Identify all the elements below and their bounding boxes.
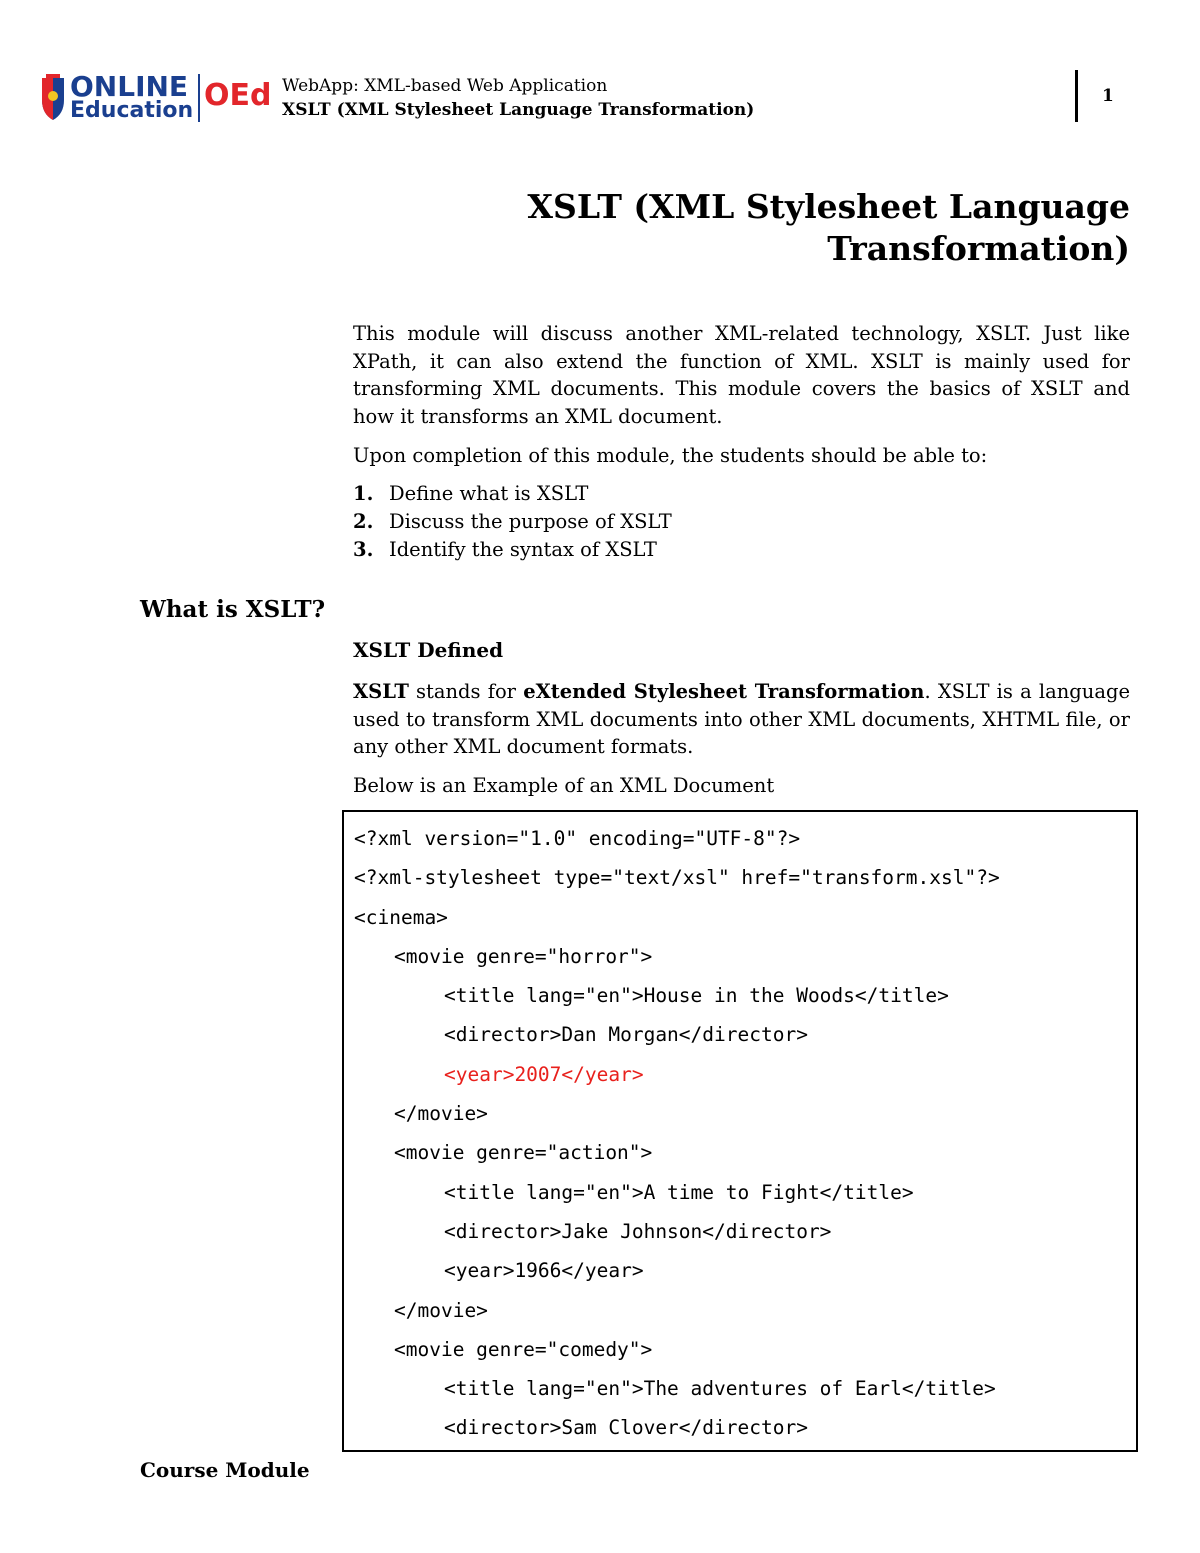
code-line: <director>Jake Johnson</director> (444, 1219, 832, 1243)
shield-crest-icon (38, 70, 68, 126)
completion-text: Upon completion of this module, the students should be able to: (353, 444, 988, 467)
code-line: <?xml version="1.0" encoding="UTF-8"?> (354, 827, 801, 850)
logo-education-text: Education (70, 98, 194, 123)
subsection-heading: XSLT Defined (353, 638, 504, 662)
definition-connector: stands for (408, 680, 524, 703)
objectives-list (353, 480, 672, 564)
logo-divider (198, 74, 200, 122)
code-line: <movie genre="horror"> (394, 944, 653, 968)
list-item (353, 508, 672, 536)
title-line-2: Transformation) (827, 229, 1130, 268)
code-line: <year>1966</year> (444, 1259, 644, 1283)
code-line: <movie genre="action"> (394, 1141, 653, 1165)
code-line: <title lang="en">A time to Fight</title> (444, 1180, 914, 1204)
logo-oed-text: OEd (204, 78, 272, 113)
list-number: 2. (353, 510, 374, 533)
term-xslt: XSLT (353, 680, 409, 703)
list-text: Discuss the purpose of XSLT (389, 510, 672, 533)
running-header (282, 74, 754, 122)
header-course-title: WebApp: XML-based Web Application (282, 76, 608, 96)
code-line: <title lang="en">The adventures of Earl</title> (444, 1377, 996, 1401)
term-expansion: eXtended Stylesheet Transformation (523, 680, 925, 703)
example-intro: Below is an Example of an XML Document (353, 774, 775, 797)
title-line-1: XSLT (XML Stylesheet Language (527, 187, 1130, 226)
online-education-logo (38, 70, 278, 126)
list-text: Define what is XSLT (389, 482, 589, 505)
code-line: </movie> (394, 1298, 488, 1322)
definition-paragraph (353, 678, 1130, 761)
section-heading: What is XSLT? (140, 596, 326, 623)
code-line-highlighted: <year>2007</year> (444, 1062, 644, 1086)
intro-text: This module will discuss another XML-related technology, XSLT. Just like XPath, it can also extend the function of XML. XSLT is mainly used for transforming XML documents. This module covers the basics of XSLT and how it transforms an XML document. (353, 322, 1130, 428)
code-line: <director>Dan Morgan</director> (444, 1023, 808, 1047)
code-lines (344, 812, 1136, 1452)
list-number: 3. (353, 538, 374, 561)
list-number: 1. (353, 482, 374, 505)
code-line: <?xml-stylesheet type="text/xsl" href="transform.xsl"?> (354, 866, 1000, 890)
code-line: <cinema> (354, 905, 448, 929)
page-number: 1 (1102, 86, 1114, 106)
list-text: Identify the syntax of XSLT (389, 538, 657, 561)
header-module-title: XSLT (XML Stylesheet Language Transformation) (282, 100, 755, 120)
definition-rest: . XSLT is a language used to transform XML documents into other XML documents, XHTML file, or any other XML document formats. (353, 680, 1130, 758)
code-line: <movie genre="comedy"> (394, 1337, 653, 1361)
code-line: <director>Sam Clover</director> (444, 1416, 808, 1440)
header-rule (1075, 70, 1078, 122)
list-item (353, 480, 672, 508)
intro-paragraph (353, 320, 1130, 430)
footer-label: Course Module (140, 1458, 310, 1482)
document-title (430, 186, 1130, 270)
xml-code-box (342, 810, 1138, 1452)
list-item (353, 536, 672, 564)
code-line: </movie> (394, 1102, 488, 1126)
code-line: <title lang="en">House in the Woods</title> (444, 984, 949, 1008)
logo-online-text: ONLINE (70, 70, 189, 103)
